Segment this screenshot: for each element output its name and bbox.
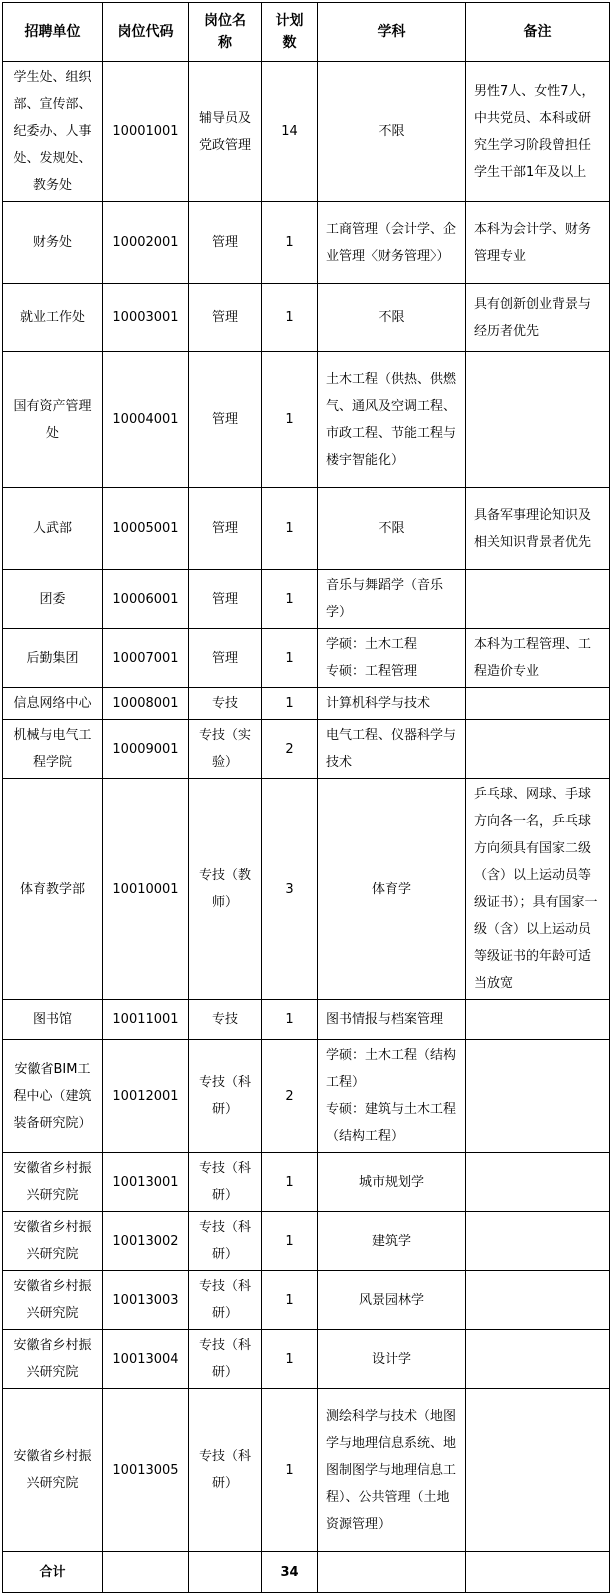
cell-count: 1 bbox=[262, 629, 318, 688]
cell-note: 本科为工程管理、工程造价专业 bbox=[466, 629, 610, 688]
cell-count: 1 bbox=[262, 352, 318, 488]
table-row bbox=[3, 1330, 610, 1389]
cell-note bbox=[466, 352, 610, 488]
cell-note bbox=[466, 1271, 610, 1330]
total-subject bbox=[318, 1552, 466, 1593]
cell-unit: 后勤集团 bbox=[3, 629, 103, 688]
cell-subject: 测绘科学与技术（地图学与地理信息系统、地图制图学与地理信息工程）、公共管理（土地资源管理） bbox=[318, 1389, 466, 1552]
cell-unit: 团委 bbox=[3, 570, 103, 629]
cell-count: 1 bbox=[262, 1389, 318, 1552]
table-row bbox=[3, 1212, 610, 1271]
cell-code: 10002001 bbox=[103, 202, 189, 284]
header-unit: 招聘单位 bbox=[3, 3, 103, 62]
cell-code: 10003001 bbox=[103, 284, 189, 352]
header-count: 计划数 bbox=[262, 3, 318, 62]
total-row bbox=[3, 1552, 610, 1593]
table-row bbox=[3, 202, 610, 284]
cell-note bbox=[466, 1212, 610, 1271]
cell-code: 10013005 bbox=[103, 1389, 189, 1552]
cell-note: 乒乓球、网球、手球方向各一名，乒乓球方向须具有国家二级（含）以上运动员等级证书）；具有国家一级（含）以上运动员等级证书的年龄可适当放宽 bbox=[466, 779, 610, 1000]
cell-code: 10011001 bbox=[103, 1000, 189, 1040]
table-row bbox=[3, 570, 610, 629]
cell-unit: 安徽省乡村振兴研究院 bbox=[3, 1271, 103, 1330]
cell-subject: 土木工程（供热、供燃气、通风及空调工程、市政工程、节能工程与楼宇智能化） bbox=[318, 352, 466, 488]
table-row bbox=[3, 1153, 610, 1212]
cell-unit: 就业工作处 bbox=[3, 284, 103, 352]
cell-code: 10013004 bbox=[103, 1330, 189, 1389]
cell-count: 2 bbox=[262, 720, 318, 779]
cell-note: 具备军事理论知识及相关知识背景者优先 bbox=[466, 488, 610, 570]
cell-count: 1 bbox=[262, 202, 318, 284]
cell-subject: 音乐与舞蹈学（音乐学） bbox=[318, 570, 466, 629]
cell-note bbox=[466, 720, 610, 779]
header-subject: 学科 bbox=[318, 3, 466, 62]
cell-subject: 不限 bbox=[318, 62, 466, 202]
cell-subject: 电气工程、仪器科学与技术 bbox=[318, 720, 466, 779]
cell-name: 管理 bbox=[189, 488, 262, 570]
table-row bbox=[3, 352, 610, 488]
table-row bbox=[3, 1040, 610, 1153]
total-count: 34 bbox=[262, 1552, 318, 1593]
cell-count: 1 bbox=[262, 688, 318, 720]
cell-code: 10006001 bbox=[103, 570, 189, 629]
cell-name: 专技（科研） bbox=[189, 1271, 262, 1330]
cell-name: 专技（科研） bbox=[189, 1212, 262, 1271]
cell-subject: 城市规划学 bbox=[318, 1153, 466, 1212]
cell-code: 10007001 bbox=[103, 629, 189, 688]
cell-count: 1 bbox=[262, 1000, 318, 1040]
cell-code: 10013003 bbox=[103, 1271, 189, 1330]
cell-name: 辅导员及党政管理 bbox=[189, 62, 262, 202]
cell-code: 10012001 bbox=[103, 1040, 189, 1153]
table-row bbox=[3, 629, 610, 688]
cell-unit: 人武部 bbox=[3, 488, 103, 570]
cell-count: 1 bbox=[262, 1153, 318, 1212]
table-row bbox=[3, 62, 610, 202]
cell-name: 专技 bbox=[189, 1000, 262, 1040]
cell-unit: 机械与电气工程学院 bbox=[3, 720, 103, 779]
cell-subject: 工商管理（会计学、企业管理〈财务管理〉） bbox=[318, 202, 466, 284]
cell-count: 1 bbox=[262, 570, 318, 629]
header-note: 备注 bbox=[466, 3, 610, 62]
cell-subject: 风景园林学 bbox=[318, 1271, 466, 1330]
cell-note bbox=[466, 1040, 610, 1153]
total-code bbox=[103, 1552, 189, 1593]
cell-name: 专技（科研） bbox=[189, 1040, 262, 1153]
cell-note: 男性7人、女性7人，中共党员、本科或研究生学习阶段曾担任学生干部1年及以上 bbox=[466, 62, 610, 202]
cell-code: 10013001 bbox=[103, 1153, 189, 1212]
cell-name: 管理 bbox=[189, 629, 262, 688]
cell-note: 具有创新创业背景与经历者优先 bbox=[466, 284, 610, 352]
cell-name: 专技（实验） bbox=[189, 720, 262, 779]
cell-unit: 安徽省乡村振兴研究院 bbox=[3, 1330, 103, 1389]
total-label: 合计 bbox=[3, 1552, 103, 1593]
cell-code: 10008001 bbox=[103, 688, 189, 720]
total-note bbox=[466, 1552, 610, 1593]
cell-note: 本科为会计学、财务管理专业 bbox=[466, 202, 610, 284]
cell-note bbox=[466, 1153, 610, 1212]
cell-note bbox=[466, 570, 610, 629]
cell-unit: 安徽省BIM工程中心（建筑装备研究院） bbox=[3, 1040, 103, 1153]
table-row bbox=[3, 779, 610, 1000]
cell-unit: 安徽省乡村振兴研究院 bbox=[3, 1212, 103, 1271]
cell-count: 1 bbox=[262, 1330, 318, 1389]
cell-subject: 体育学 bbox=[318, 779, 466, 1000]
table-row bbox=[3, 1389, 610, 1552]
cell-note bbox=[466, 1000, 610, 1040]
cell-subject: 学硕：土木工程 专硕：工程管理 bbox=[318, 629, 466, 688]
header-name: 岗位名称 bbox=[189, 3, 262, 62]
cell-subject: 学硕：土木工程（结构工程） 专硕：建筑与土木工程（结构工程） bbox=[318, 1040, 466, 1153]
header-row bbox=[3, 3, 610, 62]
total-name bbox=[189, 1552, 262, 1593]
table-row bbox=[3, 284, 610, 352]
cell-subject: 设计学 bbox=[318, 1330, 466, 1389]
cell-count: 1 bbox=[262, 284, 318, 352]
cell-name: 管理 bbox=[189, 352, 262, 488]
cell-unit: 体育教学部 bbox=[3, 779, 103, 1000]
cell-subject: 建筑学 bbox=[318, 1212, 466, 1271]
cell-name: 管理 bbox=[189, 570, 262, 629]
table-row bbox=[3, 1000, 610, 1040]
cell-count: 1 bbox=[262, 1271, 318, 1330]
cell-name: 专技（科研） bbox=[189, 1389, 262, 1552]
cell-unit: 学生处、组织部、宣传部、纪委办、人事处、发规处、教务处 bbox=[3, 62, 103, 202]
cell-unit: 安徽省乡村振兴研究院 bbox=[3, 1389, 103, 1552]
cell-unit: 信息网络中心 bbox=[3, 688, 103, 720]
cell-note bbox=[466, 1330, 610, 1389]
cell-unit: 安徽省乡村振兴研究院 bbox=[3, 1153, 103, 1212]
cell-count: 1 bbox=[262, 488, 318, 570]
table-row bbox=[3, 688, 610, 720]
cell-name: 专技（教师） bbox=[189, 779, 262, 1000]
cell-count: 2 bbox=[262, 1040, 318, 1153]
cell-unit: 图书馆 bbox=[3, 1000, 103, 1040]
table-row bbox=[3, 720, 610, 779]
cell-count: 1 bbox=[262, 1212, 318, 1271]
cell-subject: 图书情报与档案管理 bbox=[318, 1000, 466, 1040]
cell-name: 管理 bbox=[189, 284, 262, 352]
cell-code: 10010001 bbox=[103, 779, 189, 1000]
recruitment-table bbox=[2, 2, 610, 1593]
cell-name: 专技（科研） bbox=[189, 1330, 262, 1389]
cell-unit: 财务处 bbox=[3, 202, 103, 284]
cell-code: 10009001 bbox=[103, 720, 189, 779]
cell-subject: 不限 bbox=[318, 488, 466, 570]
table-row bbox=[3, 488, 610, 570]
cell-name: 管理 bbox=[189, 202, 262, 284]
cell-code: 10013002 bbox=[103, 1212, 189, 1271]
cell-note bbox=[466, 688, 610, 720]
cell-code: 10001001 bbox=[103, 62, 189, 202]
cell-unit: 国有资产管理处 bbox=[3, 352, 103, 488]
cell-code: 10005001 bbox=[103, 488, 189, 570]
cell-note bbox=[466, 1389, 610, 1552]
cell-name: 专技（科研） bbox=[189, 1153, 262, 1212]
cell-subject: 计算机科学与技术 bbox=[318, 688, 466, 720]
cell-code: 10004001 bbox=[103, 352, 189, 488]
header-code: 岗位代码 bbox=[103, 3, 189, 62]
cell-count: 14 bbox=[262, 62, 318, 202]
cell-name: 专技 bbox=[189, 688, 262, 720]
table-row bbox=[3, 1271, 610, 1330]
cell-count: 3 bbox=[262, 779, 318, 1000]
cell-subject: 不限 bbox=[318, 284, 466, 352]
